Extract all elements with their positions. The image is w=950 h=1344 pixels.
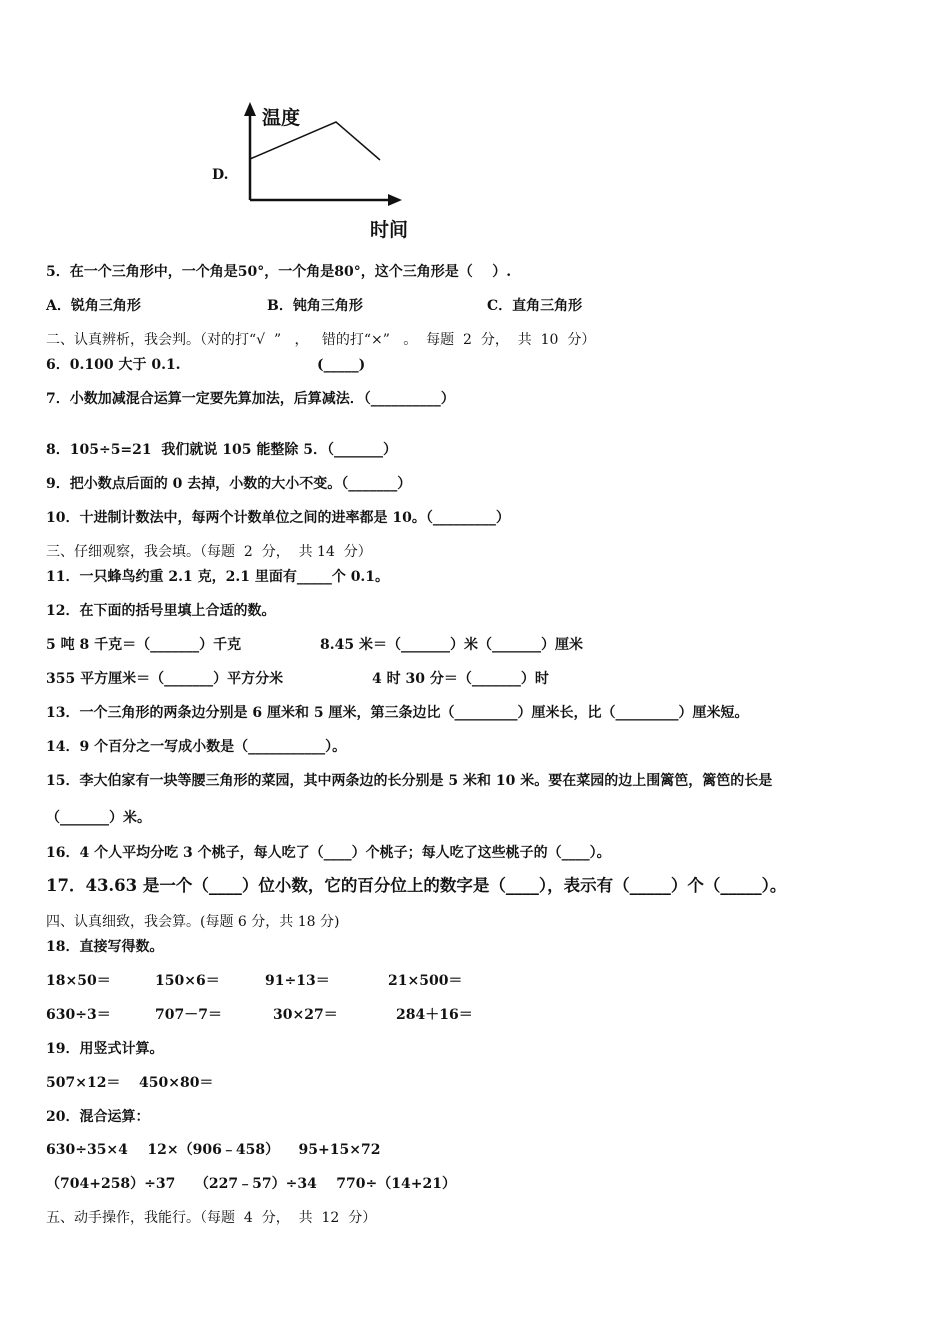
x-axis-arrow	[388, 194, 402, 206]
question-7: 7．小数加减混合运算一定要先算加法，后算减法．（__________）	[46, 391, 455, 407]
question-19: 19．用竖式计算。	[46, 1041, 164, 1057]
option-d-label: D.	[212, 167, 229, 183]
q12-item-1: 5 吨 8 千克＝（_______）千克	[46, 637, 242, 653]
q18-expr: 18×50＝	[46, 973, 111, 989]
section-5-title: 五、动手操作，我能行。（每题 4 分， 共 12 分）	[46, 1210, 377, 1226]
question-14: 14．9 个百分之一写成小数是（___________）。	[46, 739, 347, 755]
question-15: 15．李大伯家有一块等腰三角形的菜园，其中两条边的长分别是 5 米和 10 米。要在菜园的边上围篱笆，篱笆的长是	[46, 773, 773, 789]
q5-option-a: A．锐角三角形	[46, 298, 141, 314]
section-2-title: 二、认真辨析，我会判。（对的打“√ ” ， 错的打“×” 。 每题 2 分， 共 10 分）	[46, 332, 596, 348]
q12-item-3: 355 平方厘米＝（_______）平方分米	[46, 671, 284, 687]
q12-item-2: 8.45 米＝（_______）米（_______）厘米	[320, 637, 583, 653]
y-axis-label: 温度	[262, 107, 301, 129]
question-17: 17．43.63 是一个（____）位小数，它的百分位上的数字是（____），表示有（_____）个（_____）。	[46, 876, 787, 895]
q18-expr: 150×6＝	[155, 973, 220, 989]
q19-expr: 450×80＝	[139, 1075, 214, 1091]
q5-option-c: C．直角三角形	[487, 298, 583, 314]
question-11: 11．一只蜂鸟约重 2.1 克，2.1 里面有_____个 0.1。	[46, 569, 390, 585]
q18-expr: 707－7＝	[155, 1007, 222, 1023]
q18-expr: 30×27＝	[273, 1007, 338, 1023]
q18-expr: 630÷3＝	[46, 1007, 111, 1023]
q18-expr: 21×500＝	[388, 973, 463, 989]
x-axis-label: 时间	[370, 219, 409, 241]
q20-row-2: （704+258）÷37 （227﹣57）÷34 770÷（14+21）	[46, 1176, 456, 1192]
question-5: 5．在一个三角形中，一个角是50°，一个角是80°，这个三角形是（ ）.	[46, 264, 512, 280]
q18-expr: 284＋16＝	[396, 1007, 473, 1023]
temperature-time-graph	[230, 96, 420, 246]
question-9: 9．把小数点后面的 0 去掉，小数的大小不变。（_______）	[46, 476, 412, 492]
section-4-title: 四、认真细致，我会算。(每题 6 分，共 18 分)	[46, 914, 340, 930]
question-8: 8．105÷5=21 我们就说 105 能整除 5．（_______）	[46, 442, 397, 458]
question-12: 12．在下面的括号里填上合适的数。	[46, 603, 276, 619]
q12-item-4: 4 时 30 分＝（_______）时	[372, 671, 549, 687]
y-axis-arrow	[244, 102, 256, 116]
question-13: 13．一个三角形的两条边分别是 6 厘米和 5 厘米，第三条边比（_________）厘米长，比（_________）厘米短。	[46, 705, 749, 721]
section-3-title: 三、仔细观察，我会填。（每题 2 分， 共 14 分）	[46, 544, 372, 560]
question-10: 10．十进制计数法中，每两个计数单位之间的进率都是 10。（_________）	[46, 510, 510, 526]
q19-expr: 507×12＝	[46, 1075, 121, 1091]
q5-option-b: B．钝角三角形	[267, 298, 363, 314]
q18-expr: 91÷13＝	[265, 973, 330, 989]
question-18: 18．直接写得数。	[46, 939, 164, 955]
question-15-continued: （_______）米。	[46, 810, 151, 826]
question-20: 20．混合运算：	[46, 1109, 150, 1125]
question-16: 16．4 个人平均分吃 3 个桃子，每人吃了（____）个桃子；每人吃了这些桃子的（____）。	[46, 845, 611, 861]
q20-row-1: 630÷35×4 12×（906﹣458） 95+15×72	[46, 1142, 381, 1158]
question-6: 6．0.100 大于 0.1. (_____)	[46, 357, 366, 373]
